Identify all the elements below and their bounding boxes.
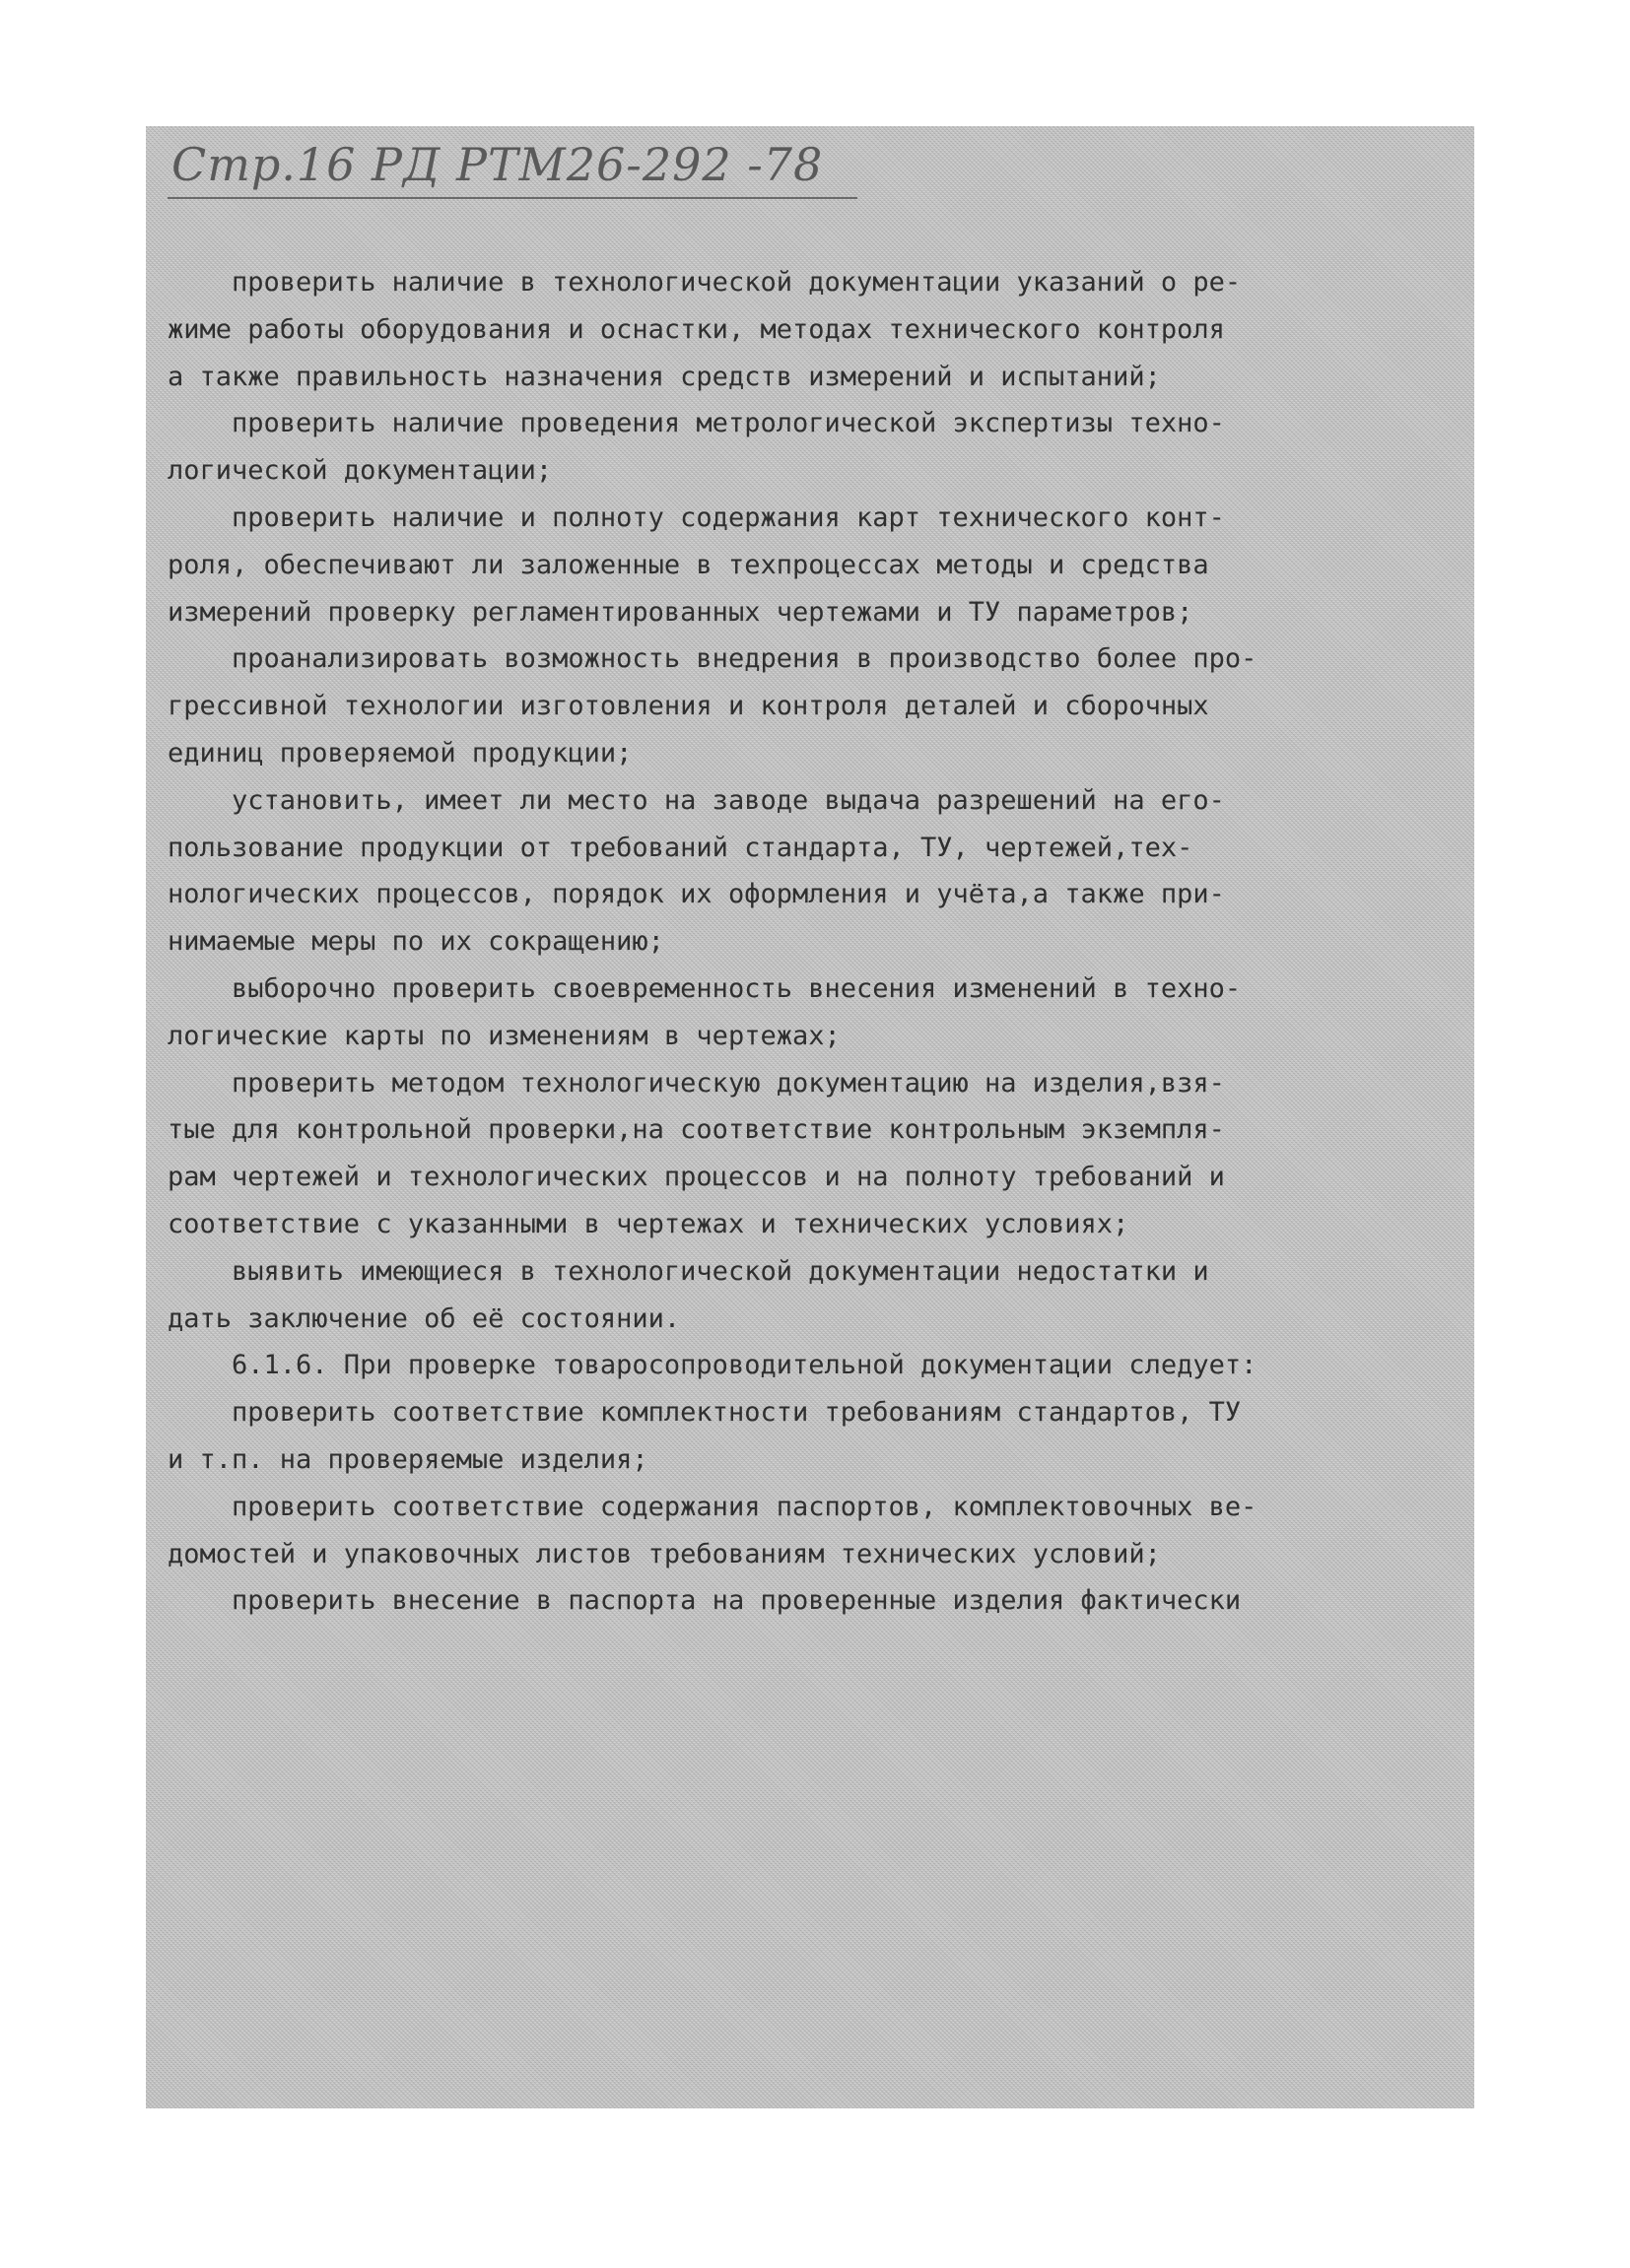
text-line: роля, обеспечивают ли заложенные в техпроцессах методы и средства: [168, 549, 1209, 580]
header-underline: [168, 197, 857, 199]
text-line: логические карты по изменениям в чертежах;: [168, 1020, 841, 1051]
text-line: проверить внесение в паспорта на проверенные изделия фактически: [168, 1585, 1242, 1617]
text-line: логической документации;: [168, 455, 553, 487]
text-line: нологических процессов, порядок их оформления и учёта,а также при-: [168, 879, 1225, 910]
text-line: проверить соответствие содержания паспортов, комплектовочных ве-: [168, 1491, 1257, 1522]
text-line: 6.1.6. При проверке товаросопроводительной документации следует:: [168, 1350, 1257, 1381]
text-line: а также правильность назначения средств измерений и испытаний;: [168, 361, 1161, 392]
text-line: и т.п. на проверяемые изделия;: [168, 1443, 648, 1475]
text-line: проверить наличие проведения метрологической экспертизы техно-: [168, 408, 1225, 439]
text-line: нимаемые меры по их сокращению;: [168, 926, 664, 958]
text-line: соответствие с указанными в чертежах и технических условиях;: [168, 1208, 1129, 1239]
page-header: Стр.16 РД РТМ26-292 -78: [171, 138, 824, 191]
body-text: [168, 259, 1474, 1625]
text-line: установить, имеет ли место на заводе выдача разрешений на его-: [168, 784, 1225, 816]
text-line: рам чертежей и технологических процессов и на полноту требований и: [168, 1162, 1225, 1193]
text-line: грессивной технологии изготовления и контроля деталей и сборочных: [168, 691, 1209, 722]
text-line: дать заключение об её состоянии.: [168, 1302, 681, 1334]
text-line: измерений проверку регламентированных чертежами и ТУ параметров;: [168, 596, 1193, 628]
text-line: выявить имеющиеся в технологической документации недостатки и: [168, 1255, 1209, 1287]
text-line: проверить соответствие комплектности требованиям стандартов, ТУ: [168, 1397, 1242, 1429]
text-line: пользование продукции от требований стандарта, ТУ, чертежей,тех-: [168, 832, 1193, 863]
document-page: [146, 126, 1474, 2108]
text-line: выборочно проверить своевременность внесения изменений в техно-: [168, 972, 1242, 1004]
text-line: домостей и упаковочных листов требованиям технических условий;: [168, 1538, 1161, 1569]
text-line: тые для контрольной проверки,на соответствие контрольным экземпля-: [168, 1114, 1225, 1146]
text-line: проанализировать возможность внедрения в производство более про-: [168, 643, 1257, 675]
text-line: проверить методом технологическую документацию на изделия,взя-: [168, 1067, 1225, 1099]
text-line: проверить наличие и полноту содержания карт технического конт-: [168, 501, 1225, 533]
text-line: жиме работы оборудования и оснастки, методах технического контроля: [168, 313, 1225, 345]
text-line: проверить наличие в технологической документации указаний о ре-: [168, 267, 1242, 298]
text-line: единиц проверяемой продукции;: [168, 737, 633, 768]
